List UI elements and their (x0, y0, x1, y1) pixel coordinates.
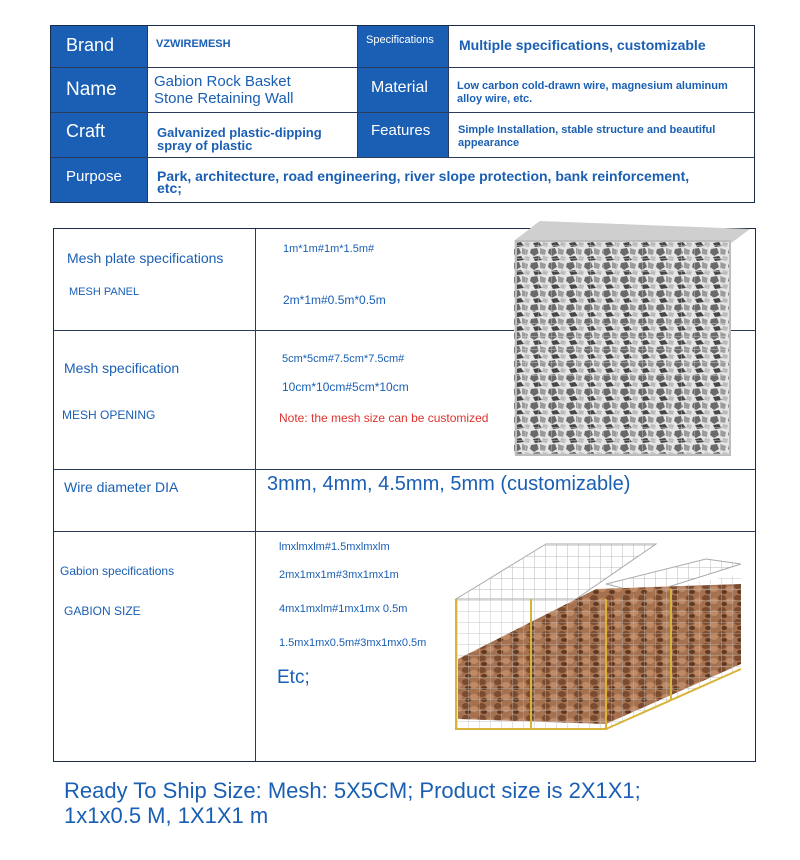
wire-diameter-value: 3mm, 4mm, 4.5mm, 5mm (customizable) (267, 473, 631, 495)
row-divider (54, 469, 755, 470)
mesh-spec-sublabel: MESH OPENING (62, 408, 156, 422)
mesh-plate-value-2: 2m*1m#0.5m*0.5m (283, 293, 386, 307)
row-divider (51, 67, 754, 68)
row-divider (51, 112, 754, 113)
mesh-spec-value-1: 5cm*5cm#7.5cm*7.5cm# (282, 353, 405, 365)
craft-value-cell (147, 113, 357, 157)
gabion-value-3: 4mx1mxlm#1mx1mx 0.5m (279, 603, 408, 615)
brand-value-cell (147, 26, 357, 67)
open-gabion-basket-photo (446, 534, 746, 734)
gabion-value-5: Etc; (277, 667, 310, 688)
mesh-plate-value-1: 1m*1m#1m*1.5m# (283, 243, 375, 255)
craft-value-line1: Galvanized plastic-dipping (157, 125, 322, 140)
column-divider (147, 26, 148, 202)
material-label: Material (371, 79, 428, 96)
column-divider (255, 229, 256, 761)
row-divider (51, 157, 754, 158)
features-label-cell (357, 113, 448, 157)
brand-value: VZWIREMESH (156, 38, 231, 50)
material-value-line1: Low carbon cold-drawn wire, magnesium aluminum (457, 80, 728, 92)
ready-to-ship-line-2: 1x1x0.5 M, 1X1X1 m (64, 803, 269, 828)
spec-table (53, 228, 756, 762)
purpose-value-line2: etc; (157, 180, 182, 196)
gabion-value-2: 2mx1mx1m#3mx1mx1m (279, 569, 399, 581)
purpose-value-cell (147, 158, 754, 202)
column-divider (448, 26, 449, 157)
craft-label-cell (51, 113, 147, 157)
name-label: Name (66, 79, 117, 100)
material-value-line2: alloy wire, etc. (457, 93, 533, 105)
basket-front-mesh (516, 241, 730, 455)
gabion-spec-sublabel: GABION SIZE (64, 604, 141, 618)
row-divider (54, 531, 755, 532)
mesh-plate-label: Mesh plate specifications (67, 250, 224, 266)
name-value-line1: Gabion Rock Basket (154, 73, 291, 90)
material-label-cell (357, 68, 448, 112)
gabion-stone-basket-photo (512, 219, 757, 464)
mesh-plate-sublabel: MESH PANEL (69, 286, 140, 298)
column-divider (357, 26, 358, 157)
gabion-value-4: 1.5mx1mx0.5m#3mx1mx0.5m (279, 637, 427, 649)
features-value-line1: Simple Installation, stable structure and beautiful (458, 124, 716, 136)
name-label-cell (51, 68, 147, 112)
purpose-value-line1: Park, architecture, road engineering, river slope protection, bank reinforcement, (157, 168, 690, 184)
purpose-label: Purpose (66, 168, 122, 185)
purpose-label-cell (51, 158, 147, 202)
wire-diameter-label: Wire diameter DIA (64, 479, 179, 495)
name-value-cell (147, 68, 357, 112)
features-label: Features (371, 122, 431, 139)
craft-label: Craft (66, 121, 106, 141)
features-value-line2: appearance (458, 137, 520, 149)
ready-to-ship-line-1: Ready To Ship Size: Mesh: 5X5CM; Product size is 2X1X1; (64, 778, 641, 803)
features-value-cell (448, 113, 754, 157)
mesh-spec-note: Note: the mesh size can be customized (279, 411, 489, 425)
attribute-table (50, 25, 755, 203)
mesh-spec-label: Mesh specification (64, 360, 180, 376)
specifications-label: Specifications (366, 34, 434, 46)
brand-label-cell (51, 26, 147, 67)
specifications-label-cell (357, 26, 448, 67)
basket-side-mesh (606, 574, 741, 729)
craft-value-line2: spray of plastic (157, 138, 253, 153)
brand-label: Brand (66, 35, 115, 55)
name-value-line2: Stone Retaining Wall (154, 90, 294, 107)
specifications-value: Multiple specifications, customizable (459, 37, 706, 53)
material-value-cell (448, 68, 754, 112)
mesh-spec-value-2: 10cm*10cm#5cm*10cm (282, 380, 409, 394)
ready-to-ship-note (64, 778, 764, 828)
gabion-value-1: lmxlmxlm#1.5mxlmxlm (279, 541, 390, 553)
gabion-spec-label: Gabion specifications (60, 564, 175, 578)
specifications-value-cell (448, 26, 754, 67)
